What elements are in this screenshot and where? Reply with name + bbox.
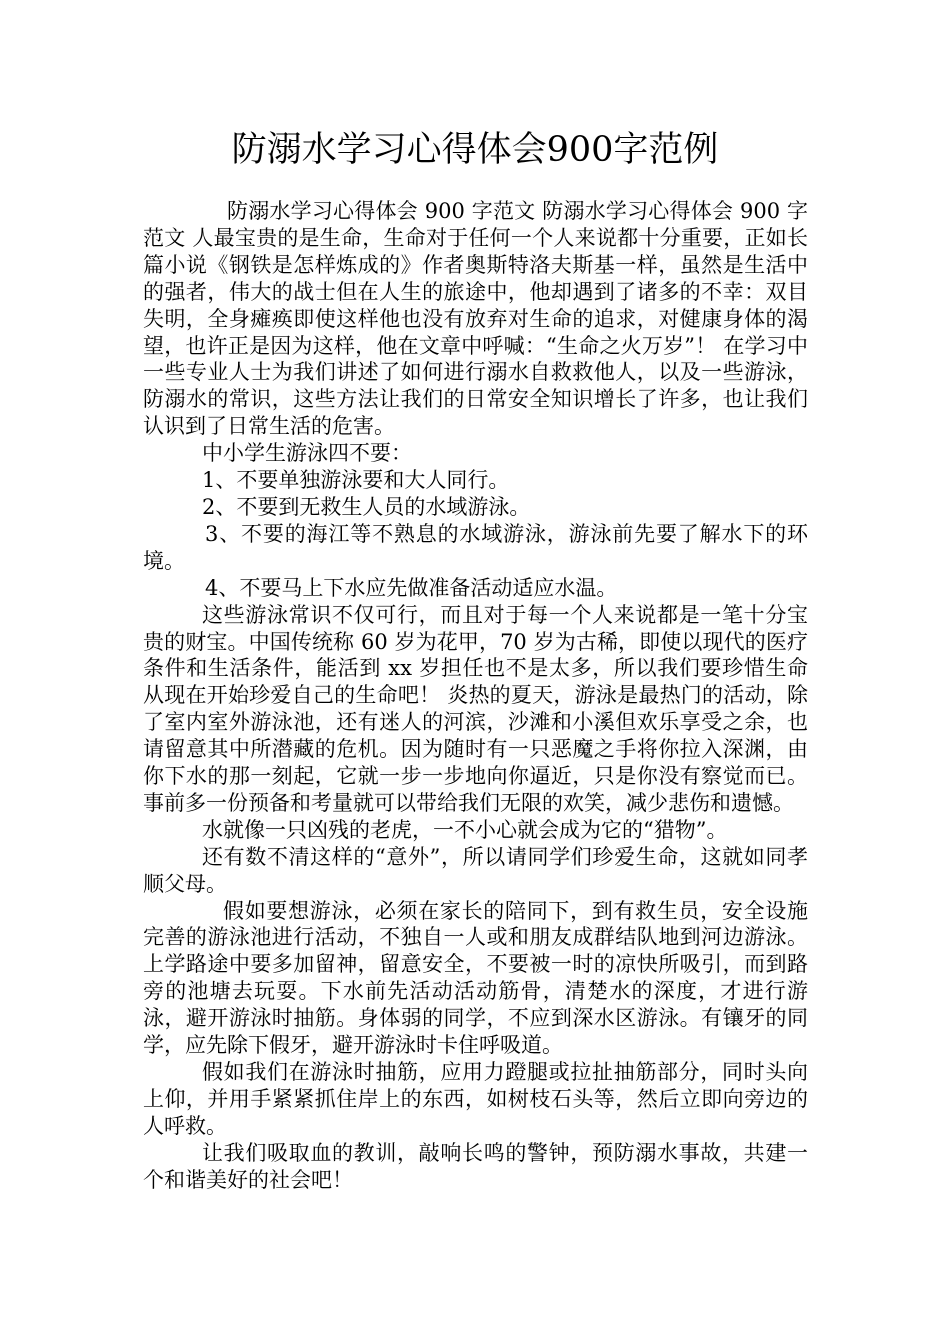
paragraph: 这些游泳常识不仅可行，而且对于每一个人来说都是一笔十分宝贵的财宝。中国传统称 60 岁为花甲，70 岁为古稀，即使以现代的医疗条件和生活条件，能活到 xx 岁担任也不是太多，所以我们要珍惜生命从现在开始珍爱自己的生命吧！ 炎热的夏天，游泳是最热门的活动，除了室内室外游泳池，还有迷人的河滨，沙滩和小溪但欢乐享受之余，也请留意其中所潜藏的危机。因为随时有一只恶魔之手将你拉入深渊，由你下水的那一刻起，它就一步一步地向你逼近，只是你没有察觉而已。事前多一份预备和考量就可以带给我们无限的欢笑，减少悲伤和遗憾。 bbox=[143, 602, 808, 815]
list-item: 4、不要马上下水应先做准备活动适应水温。 bbox=[205, 575, 618, 600]
document-body bbox=[143, 198, 808, 1194]
paragraph: 还有数不清这样的“意外”，所以请同学们珍爱生命，这就如同孝顺父母。 bbox=[143, 844, 808, 896]
list-item: 1、不要单独游泳要和大人同行。 bbox=[202, 468, 510, 493]
paragraph: 假如要想游泳，必须在家长的陪同下，到有救生员，安全设施完善的游泳池进行活动，不独自一人或和朋友成群结队地到河边游泳。上学路途中要多加留神，留意安全，不要被一时的凉快所吸引，而到路旁的池塘去玩耍。下水前先活动活动筋骨，清楚水的深度，才进行游泳，避开游泳时抽筋。身体弱的同学，不应到深水区游泳。有镶牙的同学，应先除下假牙，避开游泳时卡住呼吸道。 bbox=[143, 898, 808, 1058]
document-title: 防溺水学习心得体会900字范例 bbox=[231, 130, 719, 170]
paragraph: 水就像一只凶残的老虎，一不小心就会成为它的“猎物”。 bbox=[202, 817, 728, 842]
paragraph: 假如我们在游泳时抽筋，应用力蹬腿或拉扯抽筋部分，同时头向上仰，并用手紧紧抓住岸上的东西，如树枝石头等，然后立即向旁边的人呼救。 bbox=[143, 1060, 808, 1138]
list-item: 2、不要到无救生人员的水域游泳。 bbox=[202, 494, 531, 519]
paragraph: 让我们吸取血的教训，敲响长鸣的警钟，预防溺水事故，共建一个和谐美好的社会吧！ bbox=[143, 1140, 808, 1192]
paragraph: 中小学生游泳四不要： bbox=[202, 441, 412, 466]
list-item: 3、不要的海江等不熟息的水域游泳，游泳前先要了解水下的环境。 bbox=[143, 521, 808, 573]
paragraph: 防溺水学习心得体会 900 字范文 防溺水学习心得体会 900 字范文 人最宝贵的是生命，生命对于任何一个人来说都十分重要，正如长篇小说《钢铁是怎样炼成的》作者奥斯特洛夫斯基一样，虽然是生活中的强者，伟大的战士但在人生的旅途中，他却遇到了诸多的不幸：双目失明，全身瘫痪即使这样他也没有放弃对生命的追求，对健康身体的渴望，也许正是因为这样，他在文章中呼喊：“生命之火万岁”！ 在学习中一些专业人士为我们讲述了如何进行溺水自救救他人，以及一些游泳，防溺水的常识，这些方法让我们的日常安全知识增长了许多，也让我们认识到了日常生活的危害。 bbox=[143, 199, 808, 439]
